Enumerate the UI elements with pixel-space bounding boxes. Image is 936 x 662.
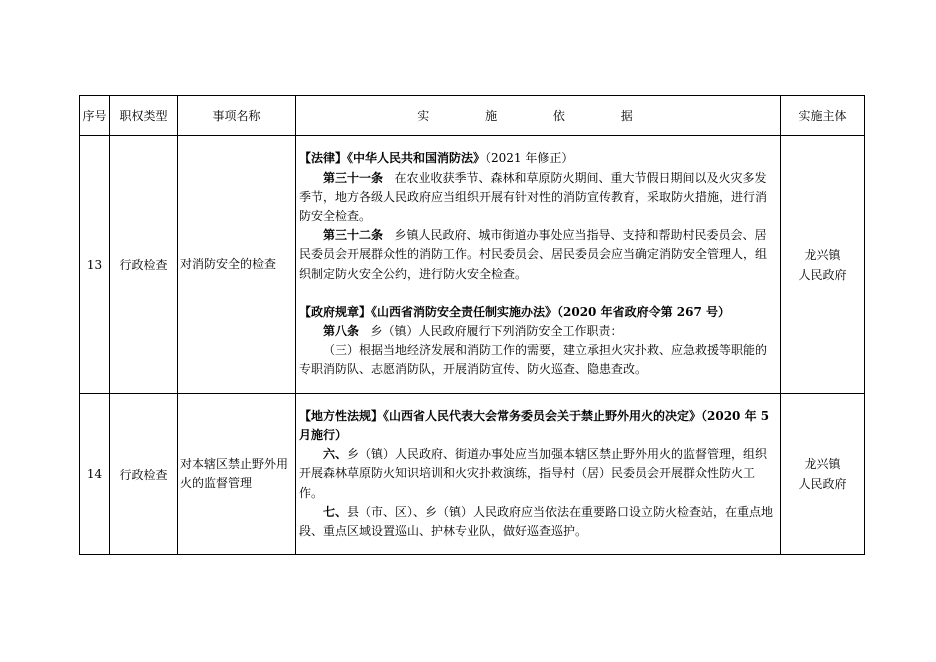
table-row: [80, 136, 865, 394]
row-num: 14: [80, 394, 110, 555]
header-subject: 实施主体: [781, 96, 865, 136]
subject-line-2: 人民政府: [798, 477, 847, 491]
subject-line-2: 人民政府: [798, 267, 847, 282]
header-basis: 实 施 依 据: [296, 96, 781, 136]
header-num: 序号: [80, 96, 110, 136]
article-8: 第八条 乡（镇）人民政府履行下列消防安全工作职责：: [323, 324, 623, 338]
article-32: 第三十二条 乡镇人民政府、城市街道办事处应当指导、支持和帮助村民委员会、居民委员会开展群众性的消防工作。村民委员会、居民委员会应当确定消防安全管理人，组织制定防火安全公约，进行防火安全检查。: [299, 228, 768, 281]
row-basis: [296, 136, 781, 394]
row-name: 对本辖区禁止野外用火的监督管理: [178, 394, 296, 555]
header-name: 事项名称: [178, 96, 296, 136]
local-regulation-heading: 【地方性法规】《山西省人民代表大会常务委员会关于禁止野外用火的决定》（2020 年 5 月施行）: [299, 408, 770, 442]
law-heading: 【法律】《中华人民共和国消防法》（2021 年修正）: [299, 151, 574, 166]
row-num: 13: [80, 136, 110, 394]
authority-table: [79, 95, 865, 555]
row-subject: [781, 136, 865, 394]
row-name: 对消防安全的检查: [178, 136, 296, 394]
subject-line-1: 龙兴镇: [804, 457, 841, 471]
row-type: 行政检查: [110, 136, 178, 394]
row-type: 行政检查: [110, 394, 178, 555]
row-subject: [781, 394, 865, 555]
item-7: 七、县（市、区）、乡（镇）人民政府应当依法在重要路口设立防火检查站，在重点地段、重点区域设置巡山、护林专业队，做好巡查巡护。: [299, 504, 774, 538]
table-header-row: [80, 96, 865, 136]
spacer: [299, 284, 776, 303]
regulation-heading: 【政府规章】《山西省消防安全责任制实施办法》（2020 年省政府令第 267 号）: [299, 304, 730, 319]
subject-line-1: 龙兴镇: [804, 247, 841, 262]
row-basis: [296, 394, 781, 555]
item-6: 六、乡（镇）人民政府、街道办事处应当加强本辖区禁止野外用火的监督管理，组织开展森林草原防火知识培训和火灾扑救演练，指导村（居）民委员会开展群众性防火工作。: [299, 447, 768, 500]
article-8-item-3: （三）根据当地经济发展和消防工作的需要，建立承担火灾扑救、应急救援等职能的专职消防队、志愿消防队，开展消防宣传、防火巡查、隐患查改。: [299, 343, 768, 377]
header-type: 职权类型: [110, 96, 178, 136]
article-31: 第三十一条 在农业收获季节、森林和草原防火期间、重大节假日期间以及火灾多发季节，地方各级人民政府应当组织开展有针对性的消防宣传教育，采取防火措施，进行消防安全检查。: [299, 170, 768, 223]
table-row: [80, 394, 865, 555]
